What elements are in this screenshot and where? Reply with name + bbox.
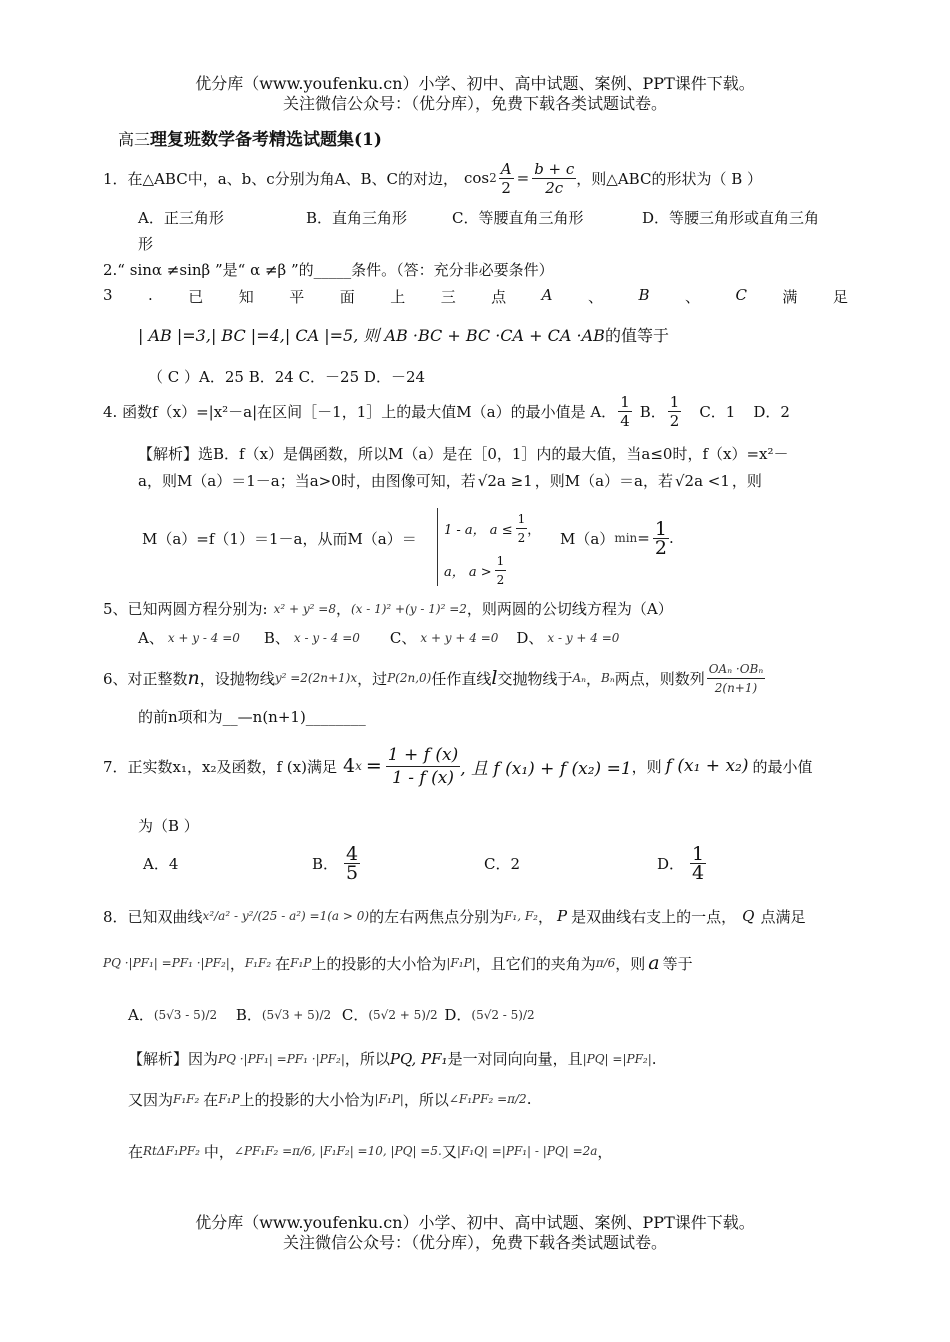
q1-frac-a: $\frac{A}{2}$: [500, 159, 512, 197]
q4-stem-text: 4. 函数f（x）=|x²－a|在区间［－1，1］上的最大值M（a）的最小值是 A．: [103, 402, 617, 421]
q4-sqrt-ge: √2a ≥1: [477, 471, 533, 490]
q7-stem: 7．正实数x₁，x₂及函数，f (x)满足 4 x = $\frac{1 + f (x)}{1 - f (x)}$ , 且 f (x₁) + f (x₂) =1 ，则 f (x₁ + x₂) 的最小值: [103, 744, 813, 788]
q1-cos: cos: [463, 169, 490, 187]
q7-option-b: B． $\frac{4}{5}$: [312, 842, 359, 884]
q1-stem-a: 1．在△ABC中，a、b、c分别为角A、B、C的对边，: [103, 169, 458, 188]
q7-option-c: C．2: [484, 854, 521, 873]
q1-stem: [103, 156, 762, 200]
q3-options: （ C ）A．25 B．24 C．－25 D．－24: [148, 368, 426, 386]
q1-option-d-cont: 形: [138, 235, 154, 253]
q7-expression: f (x₁ + x₂): [665, 756, 749, 776]
q1-frac-bc: $\frac{b + c}{2c}$: [534, 159, 575, 197]
q5-stem: 5、已知两圆方程分别为: x² + y² =8 ， (x - 1)² +(y - 1)² =2 ，则两圆的公切线方程为（A）: [103, 600, 673, 618]
q1-option-b: B．直角三角形: [306, 209, 408, 227]
q6-stem: 6、对正整数 n ，设抛物线 y² =2(2n+1)x ，过 P(2n,0) 任作直线 l 交抛物线于 Aₙ ， Bₙ 两点，则数列 $\frac{\text{OAₙ ·OBₙ}}{2(n+1)}$: [103, 661, 764, 695]
q4-case-2: a， a > $\frac{1}{2}$: [444, 554, 505, 587]
q7-answer: 为（B ）: [138, 817, 199, 835]
q4-solution-1: 【解析】选B．f（x）是偶函数，所以M（a）是在［0，1］内的最大值，当a≤0时，f（x）=x²－: [138, 445, 789, 463]
q8-condition: PQ ·|PF₁| =PF₁ ·|PF₂| ， F₁F₂ 在 F₁P 上的投影的大小恰为 |F₁P| ，且它们的夹角为 π/6 ，则 a 等于: [103, 952, 693, 974]
q8-stem: 8．已知双曲线 x²/a² - y²/(25 - a²) =1(a > 0) 的左右两焦点分别为 F₁, F₂ ， P 是双曲线右支上的一点， Q 点满足: [103, 907, 806, 926]
q3-vec-tail: 的值等于: [604, 326, 669, 345]
q4-opt-d: D．2: [753, 402, 790, 421]
q8-solution-3: 在 RtΔF₁PF₂ 中， ∠PF₁F₂ =π/6, |F₁F₂| =10, |PQ| =5. 又 |F₁Q| =|PF₁| - |PQ| =2a ，: [128, 1142, 613, 1161]
q4-solution-3: M（a）=f（1）＝1－a，从而M（a）＝: [142, 530, 417, 548]
page-title: [118, 125, 382, 150]
q1-option-d: D．等腰三角形或直角三角: [642, 209, 820, 227]
header-line-2: 关注微信公众号：（优分库），免费下载各类试题试卷。: [282, 94, 667, 113]
q8-options: A． (5√3 - 5)/2 B． (5√3 + 5)/2 C． (5√2 + 5)/2 D． (5√2 - 5)/2: [128, 1006, 535, 1024]
q1-option-a: A．正三角形: [138, 209, 224, 227]
q4-opt-b-label: B．: [639, 402, 666, 421]
header-line-1: 优分库（www.youfenku.cn）小学、初中、高中试题、案例、PPT课件下载。: [195, 74, 755, 93]
q1-eq: =: [516, 169, 530, 187]
q8-hyperbola: x²/a² - y²/(25 - a²) =1(a > 0): [202, 909, 370, 923]
q1-option-c: C．等腰直角三角形: [452, 209, 584, 227]
footer-line-2: 关注微信公众号：（优分库），免费下载各类试题试卷。: [282, 1233, 667, 1252]
q1-stem-b: ，则△ABC的形状为（ B ）: [576, 169, 763, 188]
q4-case-1: 1 - a， a ≤ $\frac{1}{2}$ ，: [444, 512, 541, 545]
q4-opt-c: C．1: [699, 402, 736, 421]
footer-line-1: 优分库（www.youfenku.cn）小学、初中、高中试题、案例、PPT课件下载。: [195, 1213, 755, 1232]
q5-circle-2: (x - 1)² +(y - 1)² =2: [350, 601, 467, 616]
q4-stem: [103, 388, 790, 434]
q6-parabola: y² =2(2n+1)x: [274, 671, 358, 685]
q3-stem-line: 3 . 已 知 平 面 上 三 点 A 、 B 、 C 满 足: [103, 286, 848, 306]
q6-answer: 的前n项和为__—n(n+1)________: [138, 708, 366, 726]
q8-solution-2: 又因为 F₁F₂ 在 F₁P 上的投影的大小恰为 |F₁P| ，所以 ∠F₁PF₂ =π/2 .: [128, 1090, 532, 1109]
q7-fraction: $\frac{1 + f (x)}{1 - f (x)}$: [387, 744, 459, 788]
q4-solution-2: a，则M（a）＝1－a；当a>0时，由图像可知，若 √2a ≥1 ，则M（a）＝a，若 √2a <1 ，则: [138, 471, 762, 490]
q2-text: 2.“ sinα ≠sinβ ”是“ α ≠β ”的_____条件。（答：充分非必要条件）: [103, 261, 554, 279]
q6-point: P(2n,0): [387, 671, 432, 685]
q7-option-a: A．4: [143, 854, 179, 873]
q4-sqrt-lt: √2a <1: [674, 471, 730, 490]
q7-option-d: D． $\frac{1}{4}$: [657, 842, 705, 884]
q5-options: A、 x + y - 4 =0 B、 x - y - 4 =0 C、 x + y + 4 =0 D、 x - y + 4 =0: [138, 629, 620, 647]
q3-vector-expr: | AB |=3,| BC |=4,| CA |=5, 则 AB ·BC + BC ·CA + CA ·AB的值等于: [138, 326, 669, 345]
q4-min-value: M（a） min = $\frac{1}{2}$ .: [560, 517, 674, 559]
q5-circle-1: x² + y² =8: [273, 601, 336, 616]
title-prefix: 高三: [118, 130, 151, 149]
title-main: 理复班数学备考精选试题集(1): [150, 130, 382, 150]
q6-sequence: $\frac{\text{OAₙ ·OBₙ}}{2(n+1)}$: [708, 661, 764, 695]
q4-opt-b-frac: $\frac{1}{2}$: [669, 392, 680, 430]
q4-piecewise-brace: [437, 508, 438, 586]
q1-cos-exp: 2: [489, 171, 497, 185]
q4-opt-a-frac: $\frac{1}{4}$: [620, 392, 630, 430]
q8-solution-1: 【解析】因为 PQ ·|PF₁| =PF₁ ·|PF₂| ，所以 PQ, PF₁ 是一对同向向量，且 |PQ| =|PF₂| .: [128, 1049, 657, 1068]
q7-condition: , 且 f (x₁) + f (x₂) =1: [460, 758, 632, 779]
